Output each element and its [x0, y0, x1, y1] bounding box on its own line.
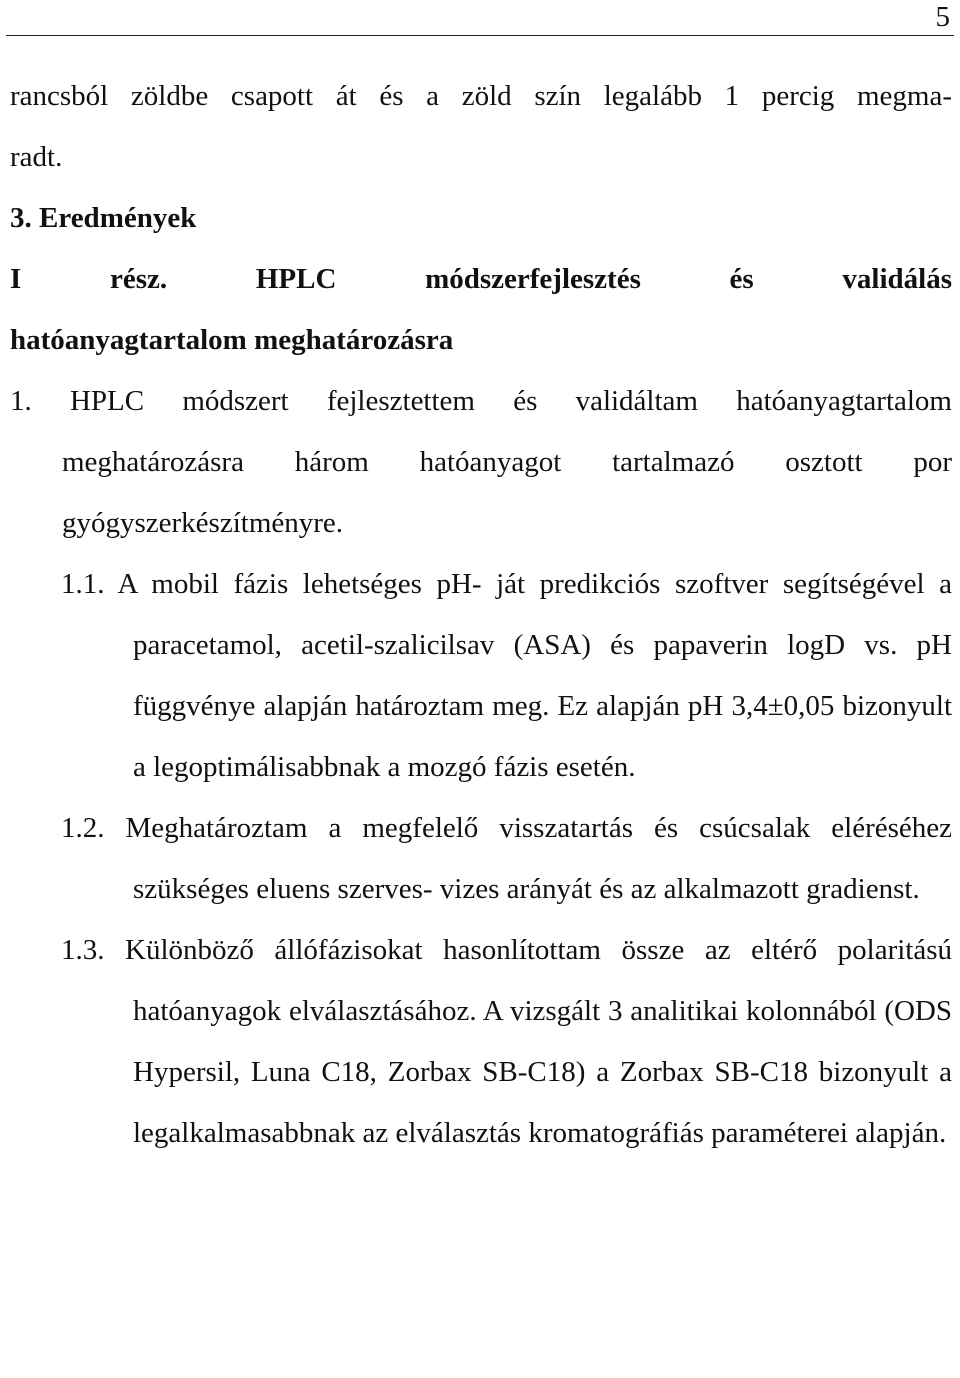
sub-item-1-3-text: Különböző állófázisokat hasonlítottam össze az eltérő polaritású hatóanyagok elválasztásához. A vizsgált 3 analitikai kolonnából (ODS Hypersil, Luna C18, Zorbax SB-C18) a Zorbax SB-C18 bizonyult a legalkalmasabbnak az elválasztás kromatográfiás paraméterei alapján.	[125, 934, 952, 1149]
list-item-1-number: 1.	[10, 385, 32, 417]
page-content	[10, 66, 952, 1164]
sub-item-1-2-number: 1.2.	[61, 812, 105, 844]
list-item-1	[10, 371, 952, 554]
sub-item-1-1-number: 1.1.	[61, 568, 105, 600]
sub-item-1-3-number: 1.3.	[61, 934, 105, 966]
part-title-line-2: hatóanyagtartalom meghatározásra	[10, 324, 454, 356]
sub-item-1-1-text: A mobil fázis lehetséges pH- ját predikciós szoftver segítségével a paracetamol, acetil-szalicilsav (ASA) és papaverin logD vs. pH függvénye alapján határoztam meg. Ez alapján pH 3,4±0,05 bizonyult a legoptimálisabbnak a mozgó fázis esetén.	[117, 568, 952, 783]
intro-line-2: radt.	[10, 141, 63, 173]
section-title: 3. Eredmények	[10, 202, 197, 234]
sub-item-1-1	[10, 554, 952, 798]
sub-item-1-3	[10, 920, 952, 1164]
intro-line-1: rancsból zöldbe csapott át és a zöld szín legalább 1 percig megma-	[10, 80, 952, 112]
sub-item-1-2	[10, 798, 952, 920]
part-title-line-1: I rész. HPLC módszerfejlesztés és validálás	[10, 263, 952, 295]
page-number: 5	[935, 1, 950, 33]
sub-item-1-2-text: Meghatároztam a megfelelő visszatartás és csúcsalak eléréséhez szükséges eluens szerves- vizes arányát és az alkalmazott gradienst.	[125, 812, 953, 905]
list-item-1-text: HPLC módszert fejlesztettem és validáltam hatóanyagtartalom meghatározásra három hatóanyagot tartalmazó osztott por gyógyszerkészítményre.	[62, 385, 952, 539]
header-rule	[6, 35, 954, 36]
